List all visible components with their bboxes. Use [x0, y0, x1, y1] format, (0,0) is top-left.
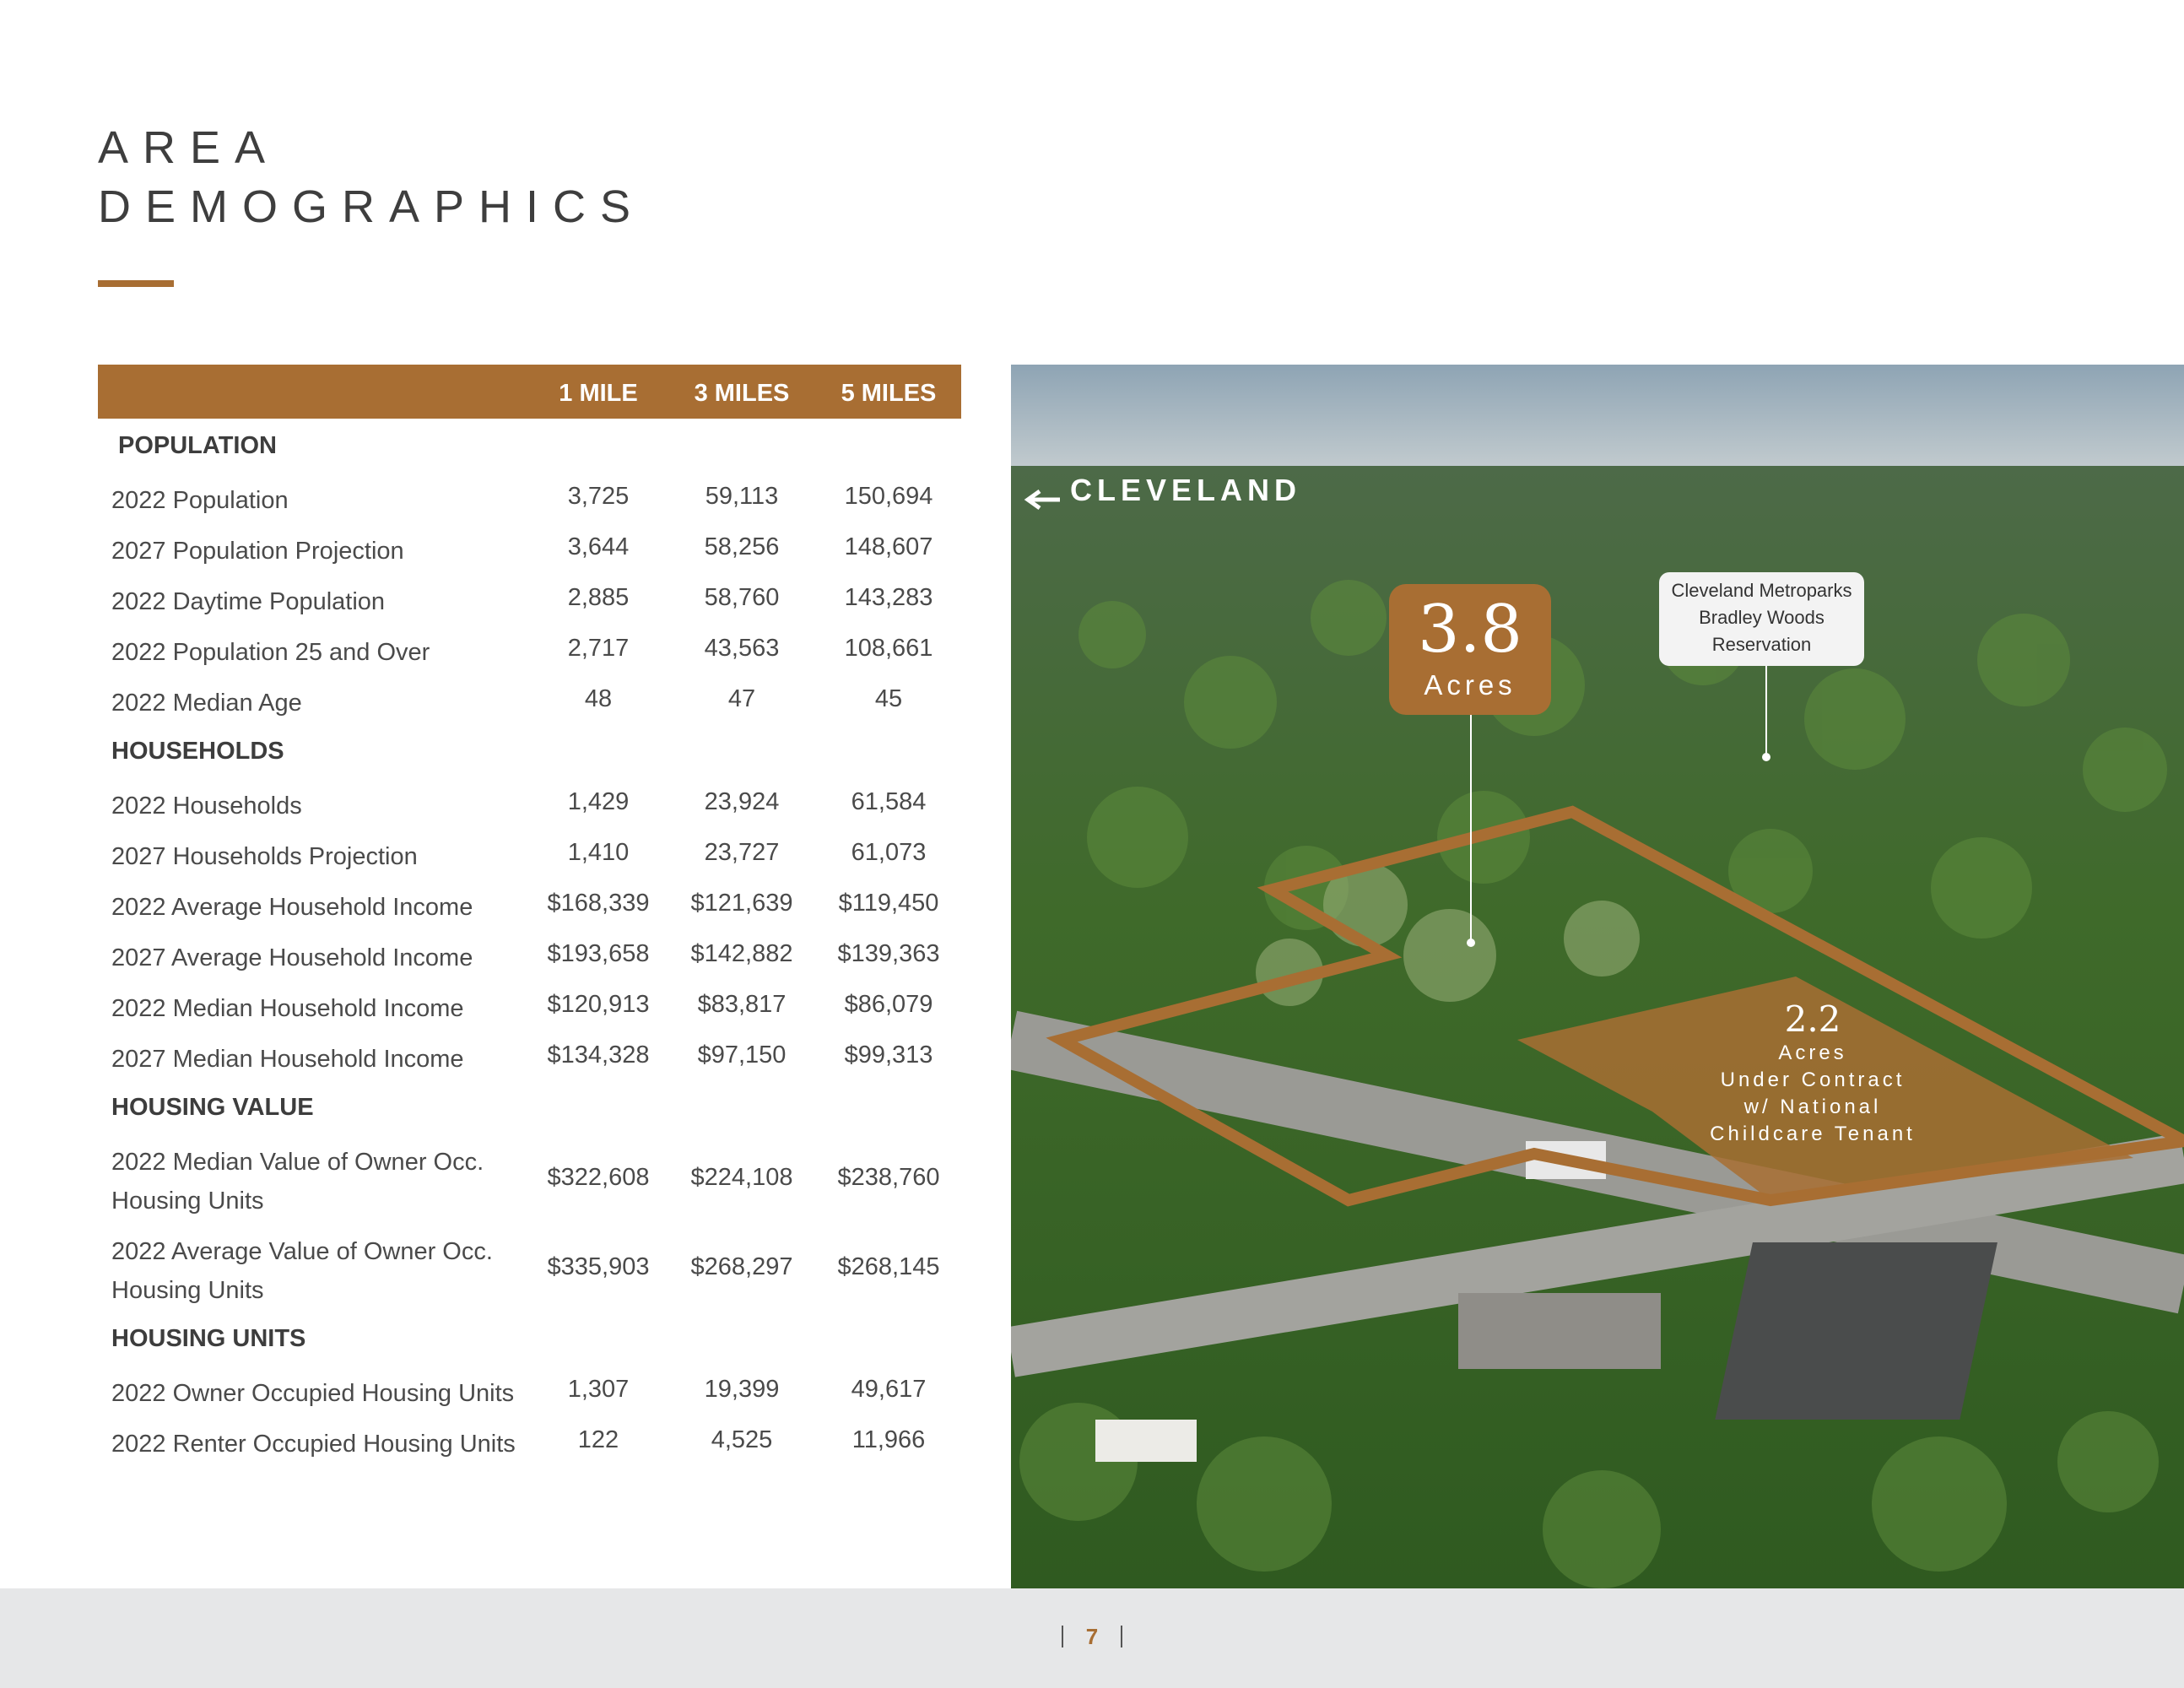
row-value: $83,817: [697, 991, 787, 1018]
row-label: 2022 Population 25 and Over: [111, 639, 430, 666]
section-heading: [98, 1080, 961, 1133]
row-value: 19,399: [704, 1376, 780, 1403]
row-label: 2027 Households Projection: [111, 843, 418, 870]
row-label: 2022 Households: [111, 793, 302, 820]
callout-main-unit: Acres: [1424, 669, 1516, 701]
row-value: $120,913: [547, 991, 650, 1018]
header-1-mile: 1 MILE: [559, 380, 638, 407]
row-label: 2022 Renter Occupied Housing Units: [111, 1431, 516, 1458]
section-heading: [98, 419, 961, 471]
table-row: [98, 674, 961, 724]
demographics-table: [98, 365, 961, 1465]
section-heading-label: POPULATION: [118, 432, 277, 459]
row-value: 122: [577, 1426, 619, 1453]
row-value: $322,608: [547, 1164, 650, 1191]
section-heading: [98, 1312, 961, 1364]
row-value: $142,882: [690, 940, 793, 967]
callout-metroparks: [1659, 572, 1864, 666]
callout-3-8-acres: [1389, 584, 1551, 715]
row-value: $224,108: [690, 1164, 793, 1191]
row-value: 23,924: [704, 788, 780, 815]
title-line-1: AREA: [98, 122, 280, 173]
row-value: $193,658: [547, 940, 650, 967]
contract-line-4: Childcare Tenant: [1710, 1123, 1916, 1145]
park-line-1: Cleveland Metroparks: [1671, 580, 1852, 601]
table-row: [98, 471, 961, 522]
row-label: 2027 Median Household Income: [111, 1046, 464, 1073]
table-body: [98, 419, 961, 1465]
row-value: $168,339: [547, 890, 650, 917]
aerial-photo: [1011, 365, 2184, 1588]
section-heading-label: HOUSING UNITS: [111, 1325, 306, 1352]
row-label: 2027 Population Projection: [111, 538, 404, 565]
row-value: 48: [584, 685, 613, 712]
row-value: $335,903: [547, 1253, 650, 1280]
row-label: 2022 Daytime Population: [111, 588, 386, 615]
header-5-miles: 5 MILES: [841, 380, 937, 407]
table-row: [98, 1030, 961, 1080]
table-row: [98, 1222, 961, 1312]
row-value: 2,885: [567, 584, 630, 611]
table-row: [98, 623, 961, 674]
section-heading-label: HOUSING VALUE: [111, 1094, 314, 1121]
row-value: $99,313: [844, 1041, 933, 1069]
row-value: 61,584: [851, 788, 927, 815]
contract-line-2: Under Contract: [1720, 1069, 1906, 1091]
header-3-miles: 3 MILES: [694, 380, 790, 407]
row-value: 108,661: [844, 635, 933, 662]
row-value: 43,563: [704, 635, 780, 662]
table-row: [98, 1415, 961, 1465]
row-value: $134,328: [547, 1041, 650, 1069]
callout-2-2-acres: [1686, 999, 1939, 1148]
contract-value: 2.2: [1784, 998, 1841, 1040]
table-row: [98, 776, 961, 827]
row-value: $268,297: [690, 1253, 793, 1280]
table-row: [98, 572, 961, 623]
row-value: $119,450: [838, 890, 939, 917]
section-heading-label: HOUSEHOLDS: [111, 738, 284, 765]
table-row: [98, 827, 961, 878]
callout-main-value: 3.8: [1417, 592, 1523, 668]
row-value: 2,717: [567, 635, 630, 662]
row-value: 1,307: [567, 1376, 630, 1403]
row-label: 2022 Owner Occupied Housing Units: [111, 1380, 515, 1407]
contract-line-1: Acres: [1778, 1041, 1847, 1064]
aerial-site-image: [1011, 365, 2184, 1588]
row-value: 45: [874, 685, 903, 712]
footer-divider-right: [1121, 1626, 1122, 1647]
table-row: [98, 1133, 961, 1222]
row-value: 3,644: [567, 533, 630, 560]
table-row: [98, 1364, 961, 1415]
row-label: 2022 Median Value of Owner Occ. Housing Units: [111, 1149, 484, 1215]
row-label: 2022 Average Household Income: [111, 894, 473, 921]
row-value: 58,256: [704, 533, 780, 560]
row-value: $268,145: [837, 1253, 940, 1280]
row-value: 148,607: [844, 533, 933, 560]
table-header: [98, 365, 961, 419]
row-value: 4,525: [711, 1426, 773, 1453]
row-label: 2022 Median Age: [111, 690, 302, 717]
page-footer: [0, 1588, 2184, 1688]
row-label: 2022 Population: [111, 487, 289, 514]
row-label: 2022 Average Value of Owner Occ. Housing Units: [111, 1238, 493, 1304]
row-label: 2022 Median Household Income: [111, 995, 464, 1022]
table-row: [98, 522, 961, 572]
park-line-3: Reservation: [1711, 634, 1812, 655]
row-value: $121,639: [690, 890, 793, 917]
park-line-2: Bradley Woods: [1699, 607, 1825, 628]
row-value: 47: [727, 685, 756, 712]
row-value: $97,150: [697, 1041, 787, 1069]
row-value: 61,073: [851, 839, 927, 866]
title-accent-rule: [98, 280, 174, 287]
table-row: [98, 928, 961, 979]
row-value: 23,727: [704, 839, 780, 866]
row-label: 2027 Average Household Income: [111, 944, 473, 971]
row-value: 150,694: [844, 483, 933, 510]
row-value: $238,760: [837, 1164, 940, 1191]
row-value: 11,966: [851, 1426, 926, 1453]
row-value: 3,725: [567, 483, 630, 510]
page-title: [98, 118, 645, 236]
row-value: 59,113: [705, 483, 779, 510]
title-line-2: DEMOGRAPHICS: [98, 181, 646, 232]
section-heading: [98, 724, 961, 776]
row-value: 143,283: [844, 584, 933, 611]
row-value: 1,429: [567, 788, 630, 815]
table-row: [98, 878, 961, 928]
row-value: $139,363: [837, 940, 940, 967]
row-value: 1,410: [567, 839, 630, 866]
row-value: $86,079: [844, 991, 933, 1018]
row-value: 58,760: [704, 584, 780, 611]
table-row: [98, 979, 961, 1030]
row-value: 49,617: [851, 1376, 927, 1403]
direction-label-cleveland: CLEVELAND: [1070, 473, 1302, 507]
contract-line-3: w/ National: [1743, 1096, 1882, 1118]
page-number: 7: [1085, 1624, 1099, 1649]
